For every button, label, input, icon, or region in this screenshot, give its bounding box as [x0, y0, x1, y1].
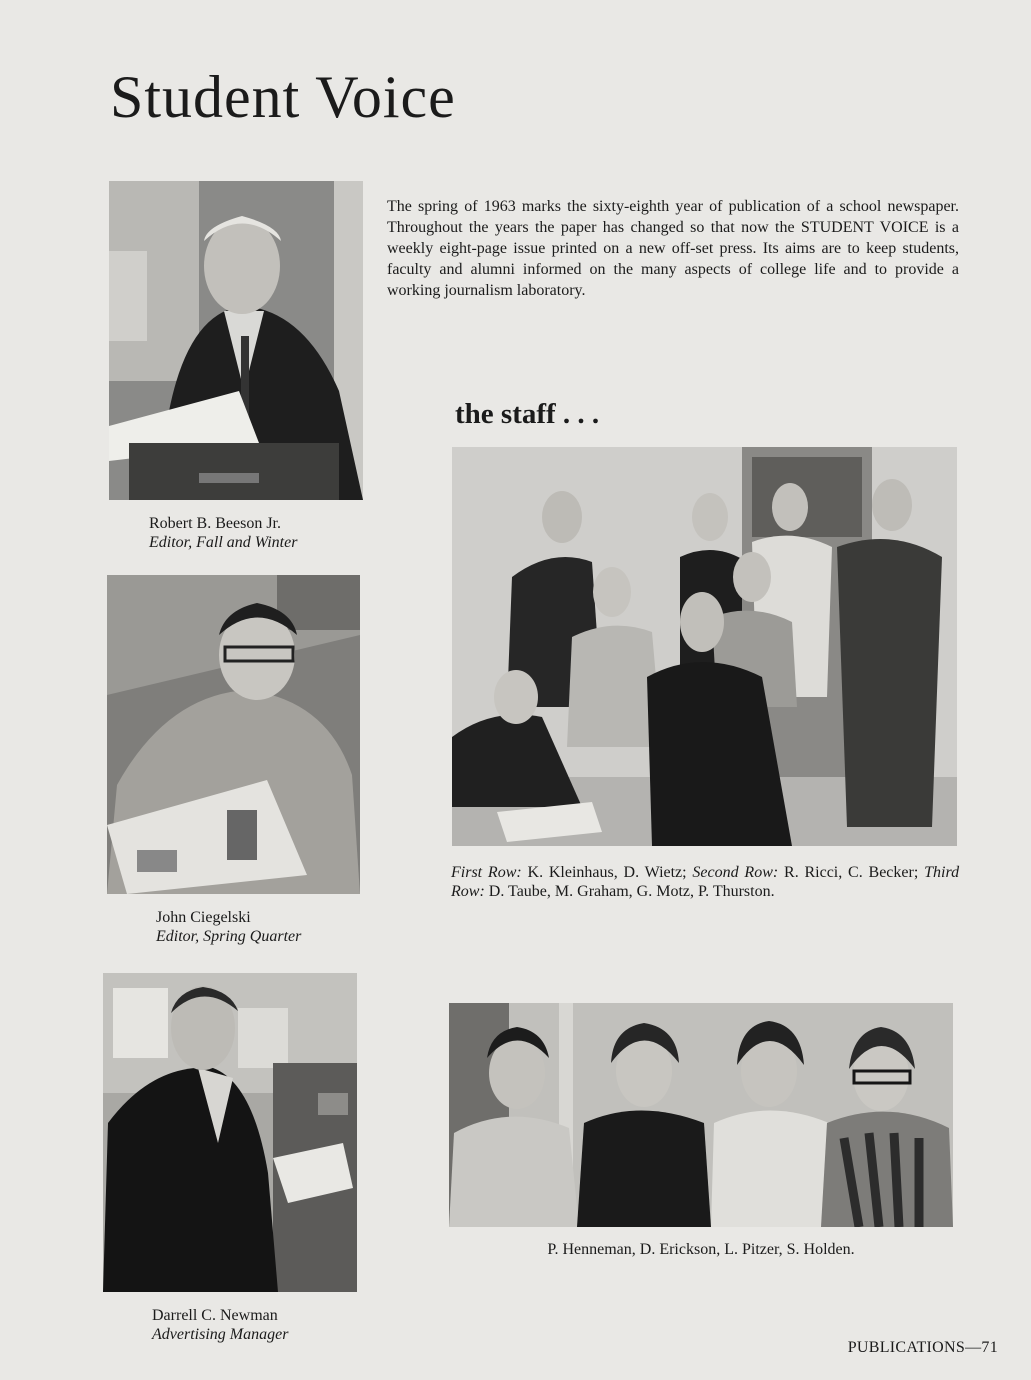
staff-row-names: D. Taube, M. Graham, G. Motz, P. Thurston.	[488, 883, 775, 900]
photo-four-staff-members	[449, 1003, 953, 1227]
editor-name: Darrell C. Newman	[152, 1307, 278, 1324]
editor-role: Editor, Spring Quarter	[156, 928, 302, 945]
page-title: Student Voice	[110, 64, 456, 130]
caption-editor-ciegelski	[156, 908, 301, 946]
editor-name: Robert B. Beeson Jr.	[149, 515, 281, 532]
staff-row-names: R. Ricci, C. Becker;	[784, 864, 919, 881]
caption-manager-newman	[152, 1306, 288, 1344]
editor-role: Advertising Manager	[152, 1326, 289, 1343]
staff-row-label: Third Row:	[451, 864, 960, 900]
editor-role: Editor, Fall and Winter	[149, 534, 298, 551]
staff-heading: the staff . . .	[455, 398, 600, 430]
group-caption: P. Henneman, D. Erickson, L. Pitzer, S. Holden.	[547, 1241, 855, 1258]
photo-editor-ciegelski	[107, 575, 360, 894]
intro-paragraph: The spring of 1963 marks the sixty-eighth year of publication of a school newspaper. Throughout the years the paper has changed so that now the STUDENT VOICE is a weekly eight-page issue printed on a new off-set press. Its aims are to keep students, faculty and alumni informed on the many aspects of college life and to provide a working journalism laboratory.	[387, 198, 959, 299]
staff-row-label: First Row:	[451, 864, 522, 881]
staff-caption	[451, 863, 959, 901]
page-footer: PUBLICATIONS—71	[847, 1339, 998, 1356]
editor-name: John Ciegelski	[156, 909, 251, 926]
staff-row-names: K. Kleinhaus, D. Wietz;	[527, 864, 687, 881]
photo-staff-group	[452, 447, 957, 846]
photo-manager-newman	[103, 973, 357, 1292]
staff-row-label: Second Row:	[692, 864, 779, 881]
caption-editor-beeson	[149, 514, 297, 552]
photo-editor-beeson	[109, 181, 363, 500]
